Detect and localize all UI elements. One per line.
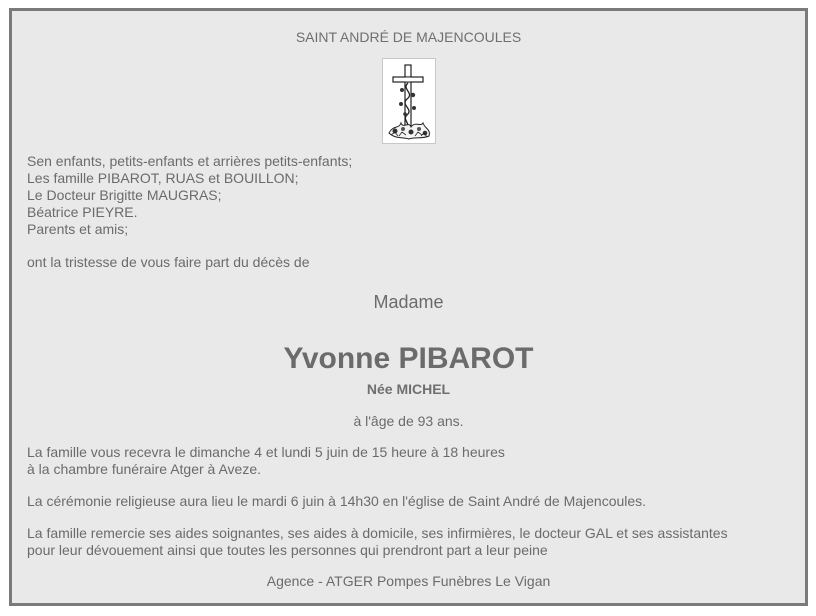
cross-with-flowers-icon xyxy=(382,58,436,144)
deceased-title: Madame xyxy=(373,292,444,312)
family-line: Béatrice PIEYRE. xyxy=(27,204,138,220)
visitation-paragraph xyxy=(27,444,505,478)
maiden-name: Née MICHEL xyxy=(366,381,451,397)
thanks-line: pour leur dévouement ainsi que toutes les personnes qui prendront part a leur peine xyxy=(27,542,548,558)
thanks-paragraph xyxy=(27,525,728,559)
age-at-death: à l'âge de 93 ans. xyxy=(353,413,464,429)
family-line: Sen enfants, petits-enfants et arrières petits-enfants; xyxy=(27,153,353,169)
visitation-line: à la chambre funéraire Atger à Aveze. xyxy=(27,461,261,477)
ceremony-paragraph: La cérémonie religieuse aura lieu le mardi 6 juin à 14h30 en l'église de Saint André de Majencoules. xyxy=(27,493,647,509)
visitation-line: La famille vous recevra le dimanche 4 et lundi 5 juin de 15 heure à 18 heures xyxy=(27,444,505,460)
obituary-card xyxy=(9,8,808,606)
family-line: Le Docteur Brigitte MAUGRAS; xyxy=(27,187,222,203)
funeral-agency: Agence - ATGER Pompes Funèbres Le Vigan xyxy=(266,573,551,589)
thanks-line: La famille remercie ses aides soignantes, ses aides à domicile, ses infirmières, le docteur GAL et ses assistantes xyxy=(27,525,728,541)
deceased-name: Yvonne PIBAROT xyxy=(283,342,534,375)
location-heading: SAINT ANDRÉ DE MAJENCOULES xyxy=(295,29,522,45)
announcement-intro: ont la tristesse de vous faire part du décès de xyxy=(27,254,310,270)
family-list xyxy=(27,153,352,238)
family-line: Les famille PIBAROT, RUAS et BOUILLON; xyxy=(27,170,299,186)
family-line: Parents et amis; xyxy=(27,221,129,237)
